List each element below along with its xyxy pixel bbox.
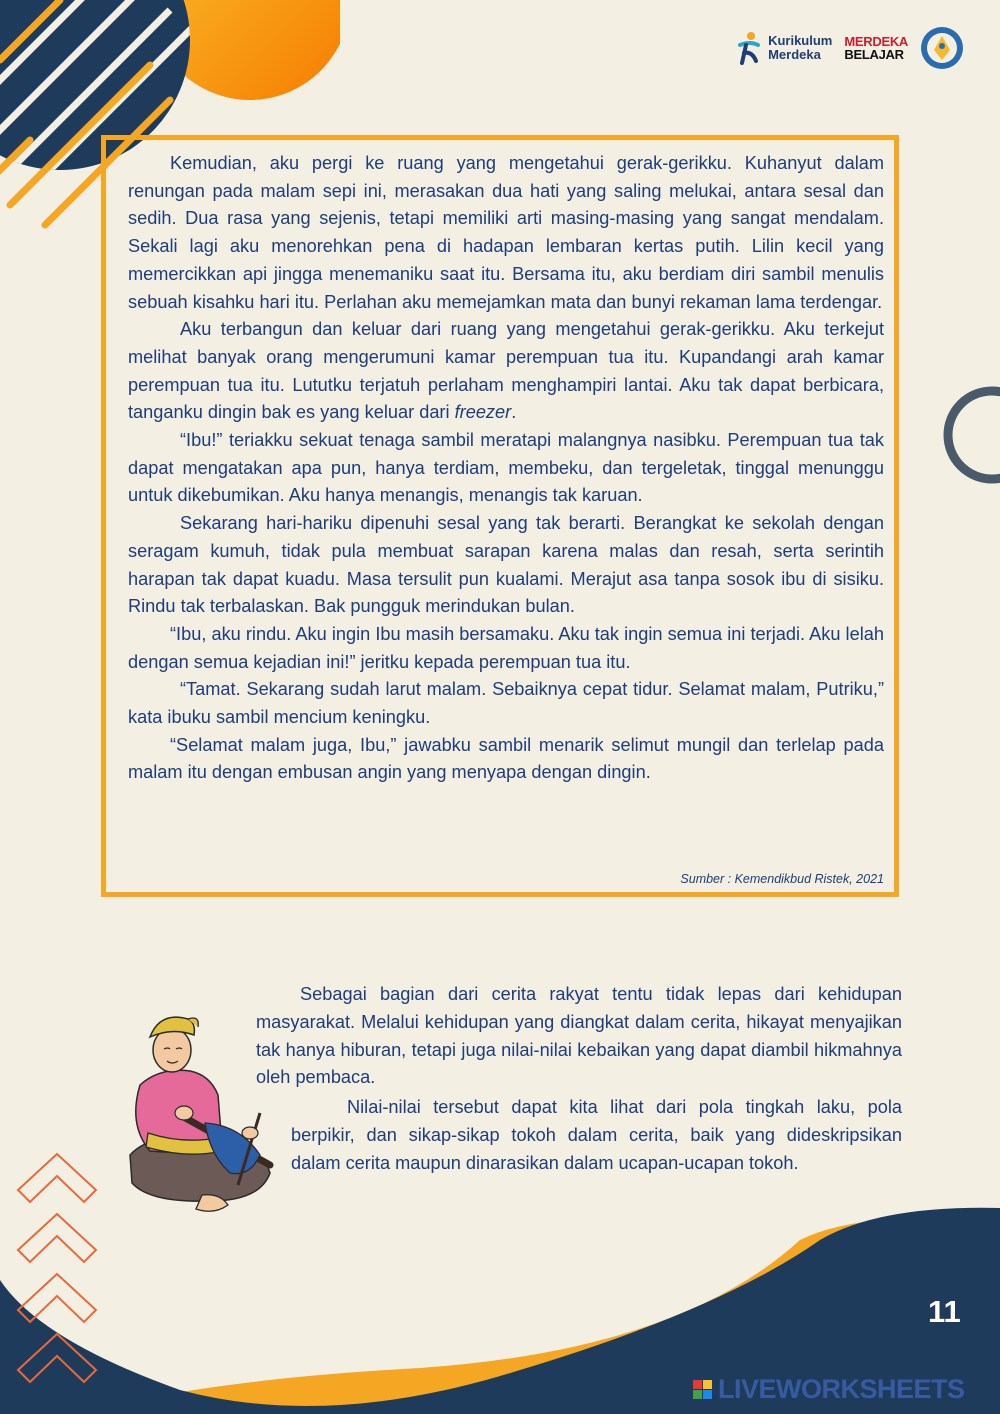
story-paragraph-1: Kemudian, aku pergi ke ruang yang mengetahui gerak-gerikku. Kuhanyut dalam renungan pada malam sepi ini, merasakan dua hati yang saling melukai, antara sesal dan sedih. Dua rasa yang sejenis, tetapi memiliki arti masing-masing yang sangat mendalam. Sekali lagi aku menorehkan pena di hadapan lembaran kertas putih. Lilin kecil yang memercikkan api jingga menemaniku saat itu. Bersama itu, aku berdiam diri sambil menulis sebuah kisahku hari itu. Perlahan aku memejamkan mata dan bunyi rekaman lama terdengar. xyxy=(128,153,884,312)
story-paragraph-4: Sekarang hari-hariku dipenuhi sesal yang tak berarti. Berangkat ke sekolah dengan seragam kumuh, tidak pula membuat sarapan karena malas dan resah, serta serintih harapan tak dapat kuadu. Masa tersulit pun kualami. Merajut asa tanpa sosok ibu di sisiku. Rindu tak terbalaskan. Bak pungguk merindukan bulan. xyxy=(128,513,884,617)
watermark-letter-v xyxy=(693,1390,702,1399)
story-box xyxy=(101,135,899,897)
watermark-letter-e xyxy=(703,1390,712,1399)
story-paragraph-2-period: . xyxy=(511,402,517,423)
story-paragraph-2-text: Aku terbangun dan keluar dari ruang yang mengetahui gerak-gerikku. Aku terkejut melihat banyak orang mengerumuni kamar perempuan tua itu. Kupandangi arah kamar perempuan tua itu. Lututku terjatuh perlaham menghampiri lantai. Aku tak dapat berbicara, tanganku dingin bak es yang keluar dari xyxy=(128,319,884,423)
page-number: 11 xyxy=(928,1294,961,1329)
story-paragraph-6: “Tamat. Sekarang sudah larut malam. Sebaiknya cepat tidur. Selamat malam, Putriku,” kata ibuku sambil mencium keningku. xyxy=(128,679,884,728)
right-ring-decoration xyxy=(940,380,1000,490)
tut-wuri-handayani-emblem-icon xyxy=(920,26,964,70)
kurikulum-merdeka-logo xyxy=(736,31,832,65)
merdeka-belajar-logo xyxy=(844,35,908,61)
merdeka-logo-line2: BELAJAR xyxy=(844,47,904,62)
liveworksheets-logo-icon xyxy=(693,1380,712,1399)
story-paragraph-3: “Ibu!” teriakku sekuat tenaga sambil meratapi malangnya nasibku. Perempuan tua tak dapat mengatakan apa pun, hanya terdiam, membeku, dan tergeletak, tinggal menunggu untuk dikebumikan. Aku hanya menangis, menangis tak karuan. xyxy=(128,430,884,506)
body-paragraph-2: Nilai-nilai tersebut dapat kita lihat dari pola tingkah laku, pola berpikir, dan sikap-sikap tokoh dalam cerita, baik yang dideskripsikan dalam cerita maupun dinarasikan dalam ucapan-ucapan tokoh. xyxy=(291,1097,902,1173)
header-logos xyxy=(736,26,964,70)
story-paragraph-7: “Selamat malam juga, Ibu,” jawabku sambil menarik selimut mungil dan terlelap pada malam itu dengan embusan angin yang menyapa dengan dingin. xyxy=(128,734,884,783)
body-paragraph-1: Sebagai bagian dari cerita rakyat tentu tidak lepas dari kehidupan masyarakat. Melalui kehidupan yang diangkat dalam cerita, hikayat menyajikan tak hanya hiburan, tetapi juga nilai-nilai kebaikan yang dapat diambil hikmahnya oleh pembaca. xyxy=(256,984,902,1088)
story-text xyxy=(128,150,884,787)
chevron-decoration-icon xyxy=(12,1150,102,1390)
source-citation: Sumber : Kemendikbud Ristek, 2021 xyxy=(680,872,884,886)
watermark-letter-i xyxy=(703,1380,712,1389)
italic-word: freezer xyxy=(454,402,512,423)
kurikulum-logo-line2: Merdeka xyxy=(768,47,821,62)
watermark-text: LIVEWORKSHEETS xyxy=(718,1374,965,1404)
watermark-letter-l xyxy=(693,1380,702,1389)
kurikulum-merdeka-icon xyxy=(736,31,762,65)
story-paragraph-2 xyxy=(128,316,884,427)
story-paragraph-5: “Ibu, aku rindu. Aku ingin Ibu masih bersamaku. Aku tak ingin semua ini terjadi. Aku lelah dengan semua kejadian ini!” jeritku kepada perempuan tua itu. xyxy=(128,623,884,672)
kurikulum-logo-line1: Kurikulum xyxy=(768,33,833,48)
liveworksheets-watermark xyxy=(693,1374,965,1405)
merdeka-logo-line1: MERDEKA xyxy=(844,34,908,49)
